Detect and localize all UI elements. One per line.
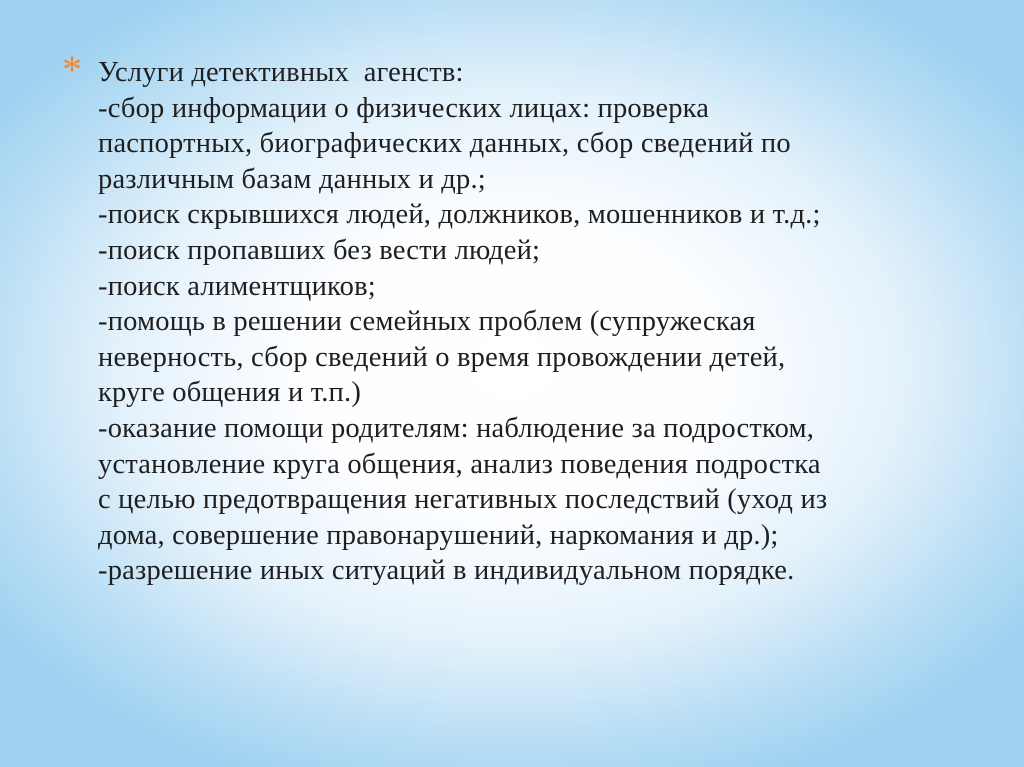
bullet-asterisk-icon: * — [62, 47, 82, 92]
text-line: установление круга общения, анализ поведения подростка — [98, 448, 821, 480]
slide-text-block — [98, 55, 998, 589]
text-line: -сбор информации о физических лицах: проверка — [98, 92, 710, 124]
text-line: с целью предотвращения негативных последствий (уход из — [98, 484, 828, 516]
text-line: паспортных, биографических данных, сбор сведений по — [98, 128, 791, 160]
text-line: неверность, сбор сведений о время провождении детей, — [98, 341, 786, 373]
slide-heading: Услуги детективных агенств: — [98, 57, 464, 88]
text-line: круге общения и т.п.) — [98, 377, 362, 409]
text-line: различным базам данных и др.; — [98, 163, 486, 195]
text-line: -помощь в решении семейных проблем (супружеская — [98, 306, 756, 338]
text-line: -оказание помощи родителям: наблюдение за подростком, — [98, 412, 815, 444]
text-line: -поиск скрывшихся людей, должников, мошенников и т.д.; — [98, 199, 821, 231]
text-line: дома, совершение правонарушений, наркомания и др.); — [98, 519, 779, 551]
text-line: -разрешение иных ситуаций в индивидуальном порядке. — [98, 555, 795, 587]
text-line: -поиск алиментщиков; — [98, 270, 376, 302]
text-line: -поиск пропавших без вести людей; — [98, 234, 541, 266]
